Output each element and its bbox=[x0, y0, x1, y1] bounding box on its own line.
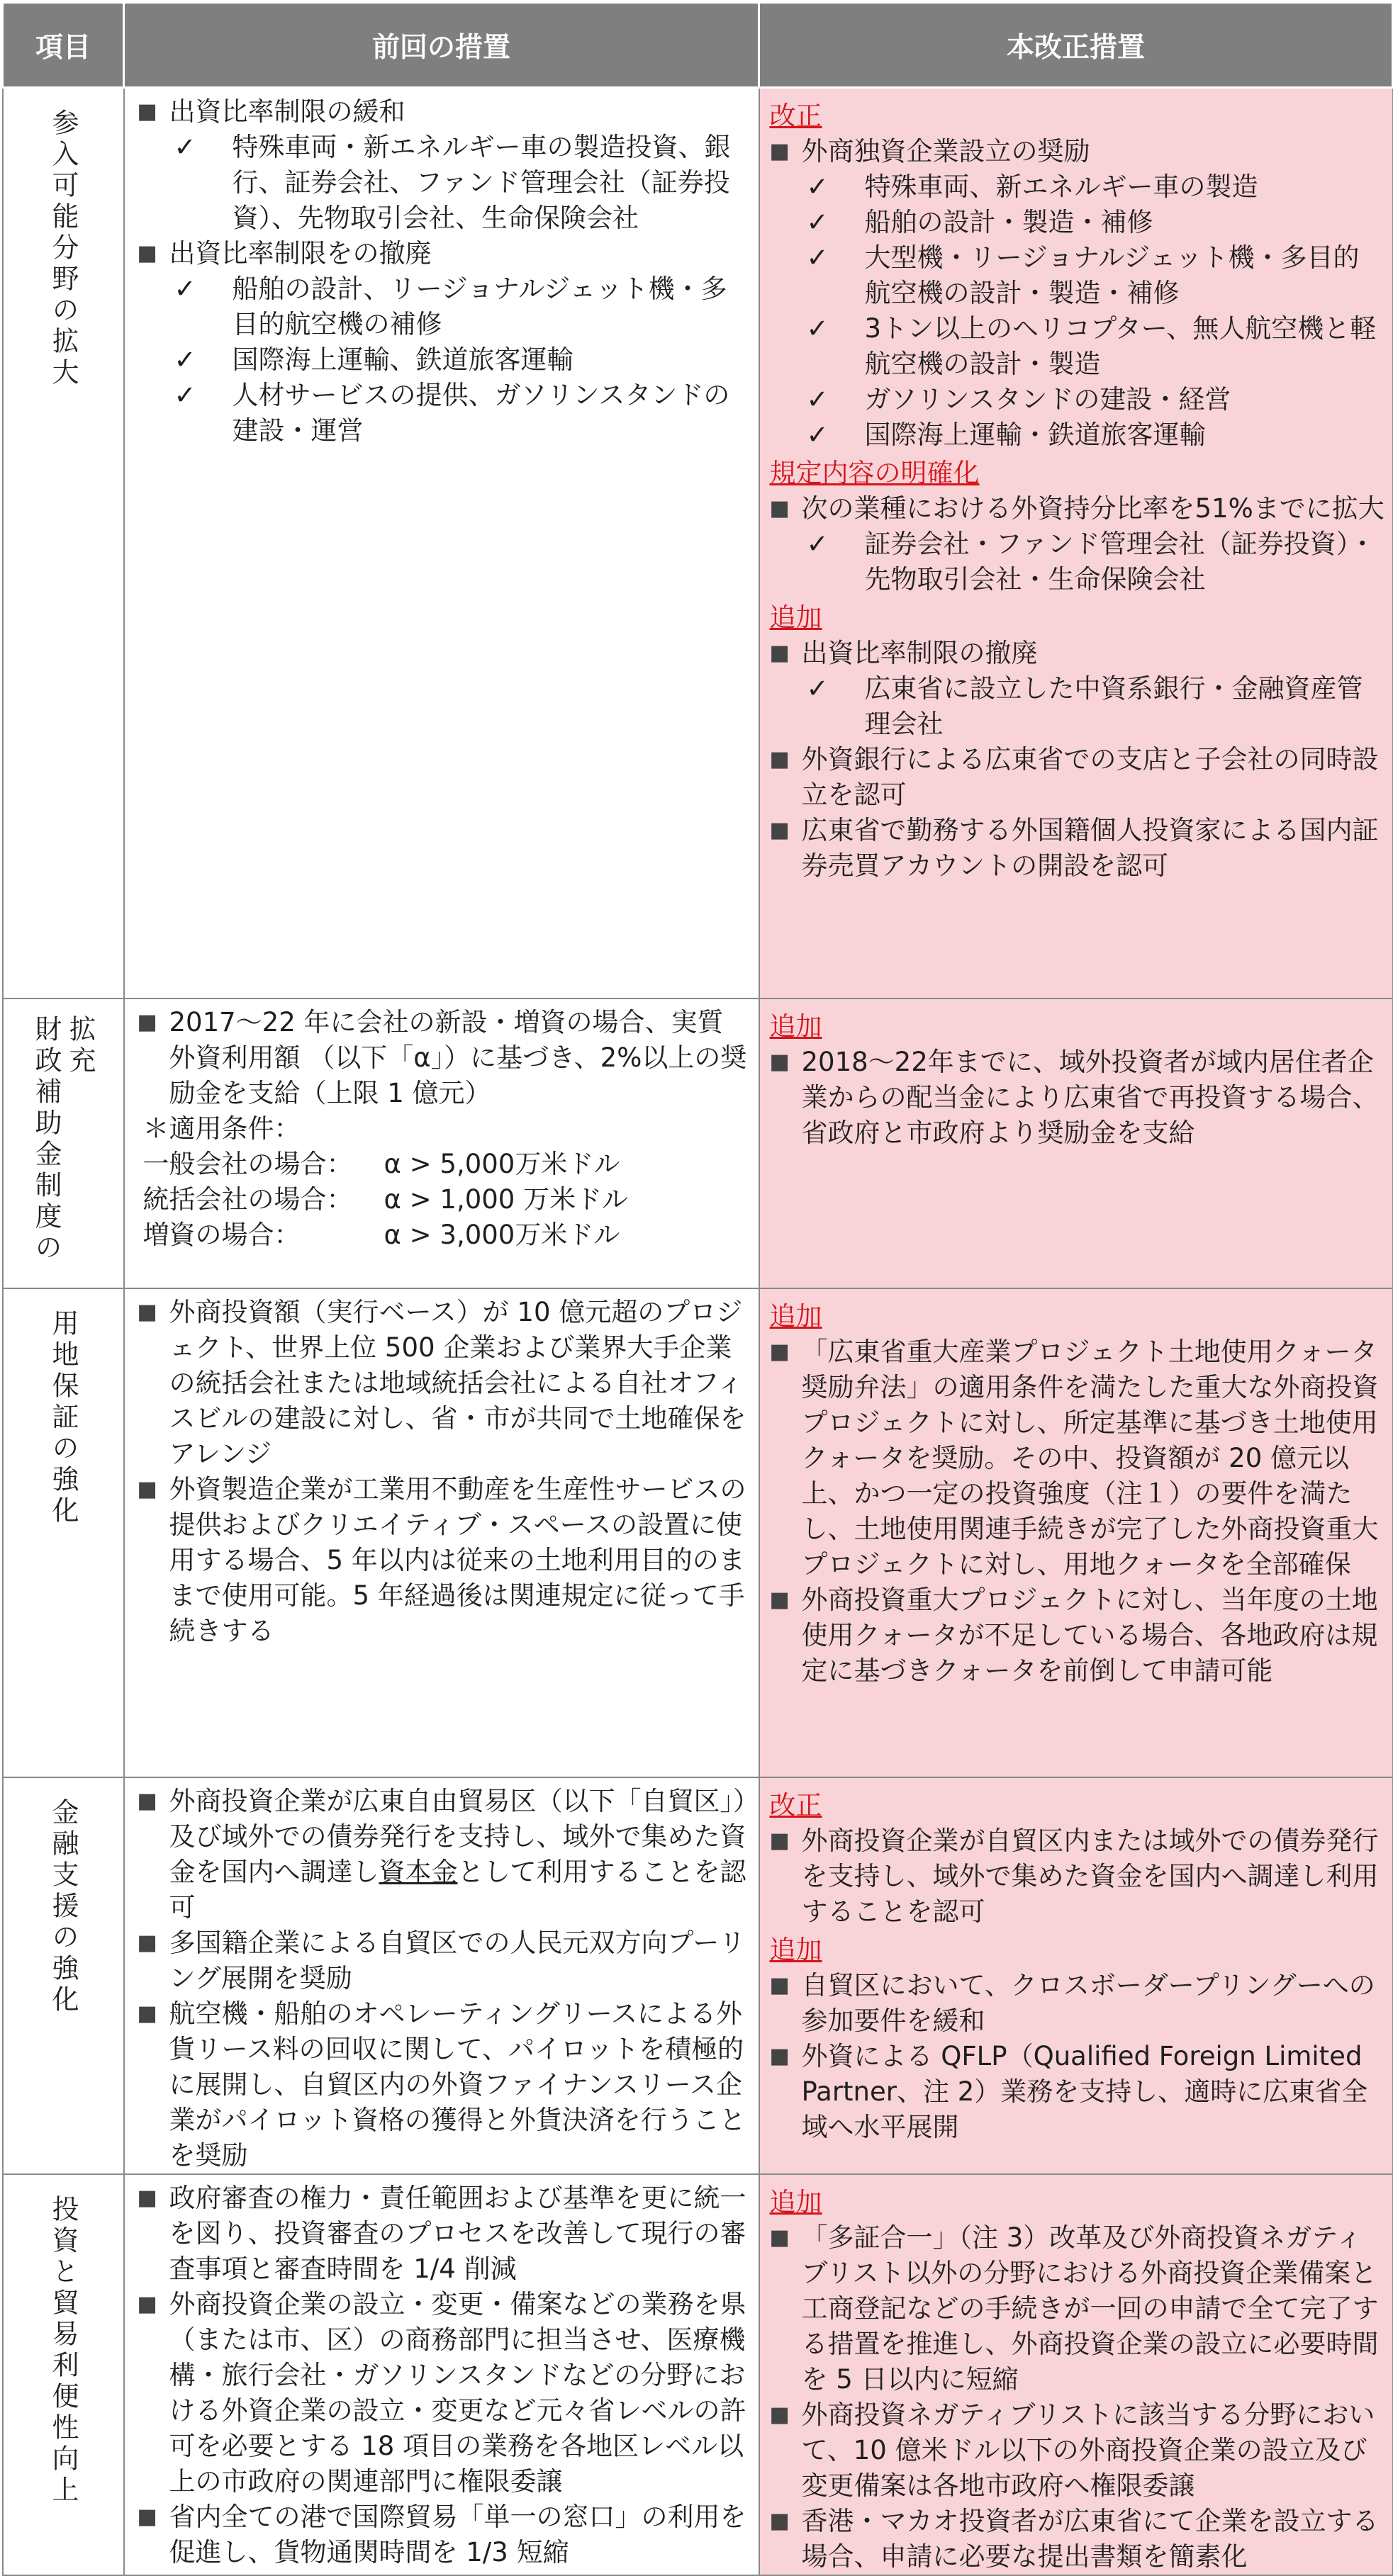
item-text bbox=[169, 2181, 749, 2287]
policy-comparison-table bbox=[1, 1, 1393, 2576]
item-cell bbox=[3, 2174, 124, 2575]
item-label: 参入可能分野の拡大 bbox=[47, 108, 79, 389]
condition-label: 統括会社の場合： bbox=[142, 1183, 353, 1215]
check-item bbox=[770, 417, 1385, 453]
item-text bbox=[169, 2287, 749, 2499]
square-bullet-icon: ■ bbox=[137, 2185, 157, 2210]
item-text bbox=[802, 491, 1385, 527]
note-text: ＊適用条件： bbox=[142, 1113, 301, 1144]
square-bullet-icon: ■ bbox=[137, 99, 157, 124]
item-text-part: 政府審査の権力・責任範囲および基準を更に統一を図り、投資審査のプロセスを改善して現行の審査事項と審査時間を 1/4 削減 bbox=[169, 2182, 746, 2284]
item-text-part: 広東省に設立した中資系銀行・金融資産管理会社 bbox=[864, 673, 1363, 739]
square-bullet-icon: ■ bbox=[137, 1788, 157, 1813]
item-text bbox=[802, 636, 1385, 671]
item-text-part: 次の業種における外資持分比率を51%までに拡大 bbox=[801, 493, 1384, 524]
checkmark-icon: ✓ bbox=[174, 132, 196, 162]
item-text bbox=[233, 271, 749, 342]
item-text-part: 国際海上運輸・鉄道旅客運輸 bbox=[864, 420, 1206, 450]
item-text bbox=[169, 1295, 749, 1472]
table-row bbox=[3, 1777, 1393, 2174]
header-current: 本改正措置 bbox=[759, 3, 1393, 88]
current-measures-cell bbox=[759, 1288, 1393, 1777]
square-bullet-icon: ■ bbox=[769, 2402, 790, 2427]
square-bullet-icon: ■ bbox=[137, 1009, 157, 1035]
table-row bbox=[3, 999, 1393, 1288]
item-text bbox=[802, 134, 1385, 169]
check-item bbox=[138, 130, 749, 236]
check-item bbox=[138, 378, 749, 449]
section-heading: 追加 bbox=[769, 1300, 822, 1332]
square-bullet-icon: ■ bbox=[137, 2504, 157, 2529]
square-bullet-icon: ■ bbox=[137, 2291, 157, 2317]
bullet-item bbox=[770, 2039, 1385, 2145]
check-item bbox=[770, 205, 1385, 240]
checkmark-icon: ✓ bbox=[806, 171, 829, 202]
table-row bbox=[3, 2174, 1393, 2575]
square-bullet-icon: ■ bbox=[769, 496, 790, 521]
item-text bbox=[169, 1996, 749, 2173]
checkmark-icon: ✓ bbox=[806, 529, 829, 559]
item-label: 用地保証の強化 bbox=[47, 1308, 79, 1527]
square-bullet-icon: ■ bbox=[137, 1299, 157, 1324]
item-text bbox=[169, 1784, 749, 1925]
item-text bbox=[169, 236, 749, 271]
item-text-part: 広東省で勤務する外国籍個人投資家による国内証券売買アカウントの開設を認可 bbox=[801, 815, 1379, 881]
item-text bbox=[802, 1582, 1385, 1689]
bullet-item bbox=[138, 1005, 749, 1111]
item-text-part: 外商投資企業の設立・変更・備案などの業務を県（または市、区）の商務部門に担当させ、医療機構・旅行会社・ガソリンスタンドなどの分野における外資企業の設立・変更など元々省レベルの許可を必要とする 18 項目の業務を各地区レベル以上の市政府の関連部門に権限委譲 bbox=[169, 2288, 746, 2497]
square-bullet-icon: ■ bbox=[769, 1972, 790, 1998]
item-text-part: 出資比率制限をの撤廃 bbox=[169, 238, 432, 269]
square-bullet-icon: ■ bbox=[769, 747, 790, 772]
square-bullet-icon: ■ bbox=[769, 139, 790, 164]
item-text bbox=[865, 382, 1385, 417]
previous-measures-cell bbox=[124, 2174, 759, 2575]
item-text bbox=[233, 378, 749, 449]
item-text bbox=[233, 130, 749, 236]
item-text bbox=[233, 342, 749, 378]
section-heading: 規定内容の明確化 bbox=[769, 458, 980, 488]
header-item: 項目 bbox=[3, 3, 124, 88]
section-heading: 追加 bbox=[769, 1934, 822, 1965]
bullet-item bbox=[770, 1334, 1385, 1582]
item-text bbox=[802, 2397, 1385, 2504]
item-cell bbox=[3, 1777, 124, 2174]
condition-line bbox=[138, 1217, 749, 1253]
item-text bbox=[169, 1925, 749, 1996]
bullet-item bbox=[138, 1784, 749, 1925]
bullet-item bbox=[138, 2287, 749, 2499]
condition-label: 一般会社の場合： bbox=[142, 1148, 353, 1179]
bullet-item bbox=[770, 1823, 1385, 1930]
item-text bbox=[865, 240, 1385, 311]
square-bullet-icon: ■ bbox=[137, 2001, 157, 2026]
item-text bbox=[169, 2499, 749, 2570]
checkmark-icon: ✓ bbox=[806, 313, 829, 344]
previous-measures-cell bbox=[124, 999, 759, 1288]
item-text bbox=[865, 417, 1385, 453]
square-bullet-icon: ■ bbox=[769, 1828, 790, 1853]
item-text-part: 外商投資重大プロジェクトに対し、当年度の土地使用クォータが不足している場合、各地政府は規定に基づきクォータを前倒して申請可能 bbox=[801, 1584, 1378, 1686]
item-text-part: ガソリンスタンドの建設・経営 bbox=[864, 384, 1231, 415]
bullet-item bbox=[770, 2220, 1385, 2397]
bullet-item bbox=[770, 1045, 1385, 1151]
bullet-item bbox=[138, 2181, 749, 2287]
square-bullet-icon: ■ bbox=[769, 641, 790, 665]
item-text-part: 自貿区において、クロスボーダープリングーへの参加要件を緩和 bbox=[801, 1969, 1375, 2036]
item-text bbox=[802, 742, 1385, 813]
item-label-sub: 拡充 bbox=[65, 1014, 96, 1077]
checkmark-icon: ✓ bbox=[174, 274, 196, 304]
current-measures-cell bbox=[759, 1777, 1393, 2174]
item-text-part: 人材サービスの提供、ガソリンスタンドの建設・運営 bbox=[232, 380, 730, 446]
previous-measures-cell bbox=[124, 1777, 759, 2174]
condition-line bbox=[138, 1182, 749, 1217]
item-text-part: 外資による QFLP（Qualified Foreign Limited Partner、注 2）業務を支持し、適時に広東省全域へ水平展開 bbox=[801, 2040, 1368, 2142]
square-bullet-icon: ■ bbox=[137, 1476, 157, 1502]
item-text-part: 船舶の設計、リージョナルジェット機・多目的航空機の補修 bbox=[232, 274, 727, 339]
item-text-part: 出資比率制限の撤廃 bbox=[801, 638, 1038, 668]
square-bullet-icon: ■ bbox=[769, 1049, 790, 1074]
check-item bbox=[770, 671, 1385, 742]
bullet-item bbox=[770, 1968, 1385, 2039]
item-label: 財政補助金制度の bbox=[30, 1014, 62, 1264]
item-text bbox=[802, 2504, 1385, 2575]
current-measures-cell bbox=[759, 2174, 1393, 2575]
checkmark-icon: ✓ bbox=[174, 380, 196, 410]
item-text-part: 大型機・リージョナルジェット機・多目的航空機の設計・製造・補修 bbox=[864, 242, 1360, 308]
item-text-part: 外商投資ネガティブリストに該当する分野において、10 億米ドル以下の外商投資企業の設立及び変更備案は各地市政府へ権限委譲 bbox=[801, 2399, 1375, 2501]
table-row bbox=[3, 1288, 1393, 1777]
item-text-part: 3トン以上のヘリコプター、無人航空機と軽航空機の設計・製造 bbox=[864, 313, 1377, 379]
check-item bbox=[770, 527, 1385, 597]
item-text-part: 「広東省重大産業プロジェクト土地使用クォータ奨励弁法」の適用条件を満たした重大な外商投資プロジェクトに対し、所定基準に基づき土地使用クォータを奨励。その中、投資額が 20 億元以上、かつ一定の投資強度（注１）の要件を満たし、土地使用関連手続きが完了した外商投資重大プロジェクトに対し、用地クォータを全部確保 bbox=[801, 1336, 1379, 1580]
bullet-item bbox=[770, 1582, 1385, 1689]
item-text bbox=[169, 1005, 749, 1111]
check-item bbox=[770, 240, 1385, 311]
condition-line bbox=[138, 1147, 749, 1182]
item-text-part: 航空機・船舶のオペレーティングリースによる外貨リース料の回収に関して、パイロットを積極的に展開し、自貿区内の外資ファイナンスリース企業がパイロット資格の獲得と外貨決済を行うことを奨励 bbox=[169, 1998, 746, 2171]
check-item bbox=[770, 382, 1385, 417]
item-text bbox=[865, 205, 1385, 240]
item-cell bbox=[3, 1288, 124, 1777]
bullet-item bbox=[138, 1996, 749, 2173]
item-text bbox=[865, 169, 1385, 205]
item-text-part: 2018～22年までに、域外投資者が域内居住者企業からの配当金により広東省で再投資する場合、省政府と市政府より奨励金を支給 bbox=[801, 1046, 1379, 1148]
bullet-item bbox=[770, 2397, 1385, 2504]
condition-value: α > 5,000万米ドル bbox=[384, 1148, 620, 1179]
item-text-part: 多国籍企業による自貿区での人民元双方向プーリング展開を奨励 bbox=[169, 1927, 746, 1993]
item-text-part: 外資製造企業が工業用不動産を生産性サービスの提供およびクリエイティブ・スペースの設置に使用する場合、5 年以内は従来の土地利用目的のままで使用可能。5 年経過後は関連規定に従って手続きする bbox=[169, 1473, 746, 1646]
bullet-item bbox=[770, 742, 1385, 813]
item-text-part: 外商独資企業設立の奨励 bbox=[801, 136, 1090, 167]
checkmark-icon: ✓ bbox=[806, 207, 829, 237]
bullet-item bbox=[138, 236, 749, 271]
item-text bbox=[802, 1823, 1385, 1930]
current-measures-cell bbox=[759, 999, 1393, 1288]
header-row bbox=[3, 3, 1393, 88]
bullet-item bbox=[770, 2504, 1385, 2575]
item-text-part: 「多証合一」（注 3）改革及び外商投資ネガティブリスト以外の分野における外商投資企業備案と工商登記などの手続きが一回の申請で全て完了する措置を推進し、外商投資企業の設立に必要時間を 5 日以内に短縮 bbox=[801, 2222, 1379, 2395]
item-text-part: 船舶の設計・製造・補修 bbox=[864, 207, 1153, 237]
square-bullet-icon: ■ bbox=[769, 818, 790, 843]
item-text bbox=[802, 2220, 1385, 2397]
section-heading: 追加 bbox=[769, 602, 822, 633]
item-text-part: として利用することを認可 bbox=[169, 1856, 746, 1923]
section-heading: 改正 bbox=[769, 1789, 822, 1821]
item-text-part: 特殊車両・新エネルギー車の製造投資、銀行、証券会社、ファンド管理会社（証券投資）、先物取引会社、生命保険会社 bbox=[232, 132, 731, 233]
check-item bbox=[138, 342, 749, 378]
item-text-part: 省内全ての港で国際貿易「単一の窓口」の利用を促進し、貨物通関時間を 1/3 短縮 bbox=[169, 2501, 746, 2567]
check-item bbox=[770, 169, 1385, 205]
bullet-item bbox=[138, 1295, 749, 1472]
bullet-item bbox=[770, 636, 1385, 671]
section-heading: 追加 bbox=[769, 1011, 822, 1042]
item-text-part: 外資銀行による広東省での支店と子会社の同時設立を認可 bbox=[801, 744, 1379, 810]
square-bullet-icon: ■ bbox=[769, 2508, 790, 2533]
check-item bbox=[138, 271, 749, 342]
item-text bbox=[802, 813, 1385, 884]
bullet-item bbox=[770, 134, 1385, 169]
table-row bbox=[3, 88, 1393, 999]
item-text bbox=[169, 1472, 749, 1649]
item-text bbox=[802, 2039, 1385, 2145]
square-bullet-icon: ■ bbox=[137, 1930, 157, 1955]
square-bullet-icon: ■ bbox=[769, 2043, 790, 2069]
previous-measures-cell bbox=[124, 1288, 759, 1777]
item-text-part: 証券会社・ファンド管理会社（証券投資）・先物取引会社・生命保険会社 bbox=[864, 529, 1376, 595]
item-text bbox=[865, 311, 1385, 382]
section-heading: 改正 bbox=[769, 101, 822, 131]
square-bullet-icon: ■ bbox=[769, 2225, 790, 2250]
checkmark-icon: ✓ bbox=[806, 384, 829, 415]
bullet-item bbox=[770, 491, 1385, 527]
bullet-item bbox=[138, 2499, 749, 2570]
item-text-part: 国際海上運輸、鉄道旅客運輸 bbox=[232, 344, 574, 375]
item-label: 金融支援の強化 bbox=[47, 1797, 79, 2016]
item-text-part: 外商投資企業が自貿区内または域外での債券発行を支持し、域外で集めた資金を国内へ調達し利用することを認可 bbox=[801, 1825, 1379, 1927]
item-text-part: 出資比率制限の緩和 bbox=[169, 96, 405, 127]
square-bullet-icon: ■ bbox=[137, 241, 157, 266]
square-bullet-icon: ■ bbox=[769, 1587, 790, 1612]
item-text bbox=[802, 1968, 1385, 2039]
condition-label: 増資の場合： bbox=[142, 1219, 301, 1250]
check-item bbox=[770, 311, 1385, 382]
item-cell bbox=[3, 88, 124, 999]
underlined-text: 資本金 bbox=[379, 1856, 458, 1887]
bullet-item bbox=[770, 813, 1385, 884]
checkmark-icon: ✓ bbox=[174, 344, 196, 375]
bullet-item bbox=[138, 94, 749, 130]
condition-value: α > 1,000 万米ドル bbox=[384, 1183, 629, 1215]
checkmark-icon: ✓ bbox=[806, 673, 829, 704]
item-cell bbox=[3, 999, 124, 1288]
item-text bbox=[169, 94, 749, 130]
bullet-item bbox=[138, 1925, 749, 1996]
square-bullet-icon: ■ bbox=[769, 1339, 790, 1364]
header-previous: 前回の措置 bbox=[124, 3, 759, 88]
item-text-part: 外商投資額（実行ベース）が 10 億元超のプロジェクト、世界上位 500 企業および業界大手企業の統括会社または地域統括会社による自社オフィスビルの建設に対し、省・市が共同で土地確保をアレンジ bbox=[169, 1296, 746, 1469]
item-text-part: 外商投資企業が広東自由貿易区（以下「自貿区」）及び域外での債券発行を支持し、域外で集めた資金を国内へ調達し bbox=[169, 1785, 746, 1887]
section-heading: 追加 bbox=[769, 2186, 822, 2217]
item-label: 投資と貿易利便性向上 bbox=[47, 2194, 79, 2507]
item-text-part: 特殊車両、新エネルギー車の製造 bbox=[864, 171, 1258, 202]
item-text bbox=[865, 671, 1385, 742]
previous-measures-cell bbox=[124, 88, 759, 999]
item-text-part: 香港・マカオ投資者が広東省にて企業を設立する場合、申請に必要な提出書類を簡素化 bbox=[801, 2505, 1379, 2572]
checkmark-icon: ✓ bbox=[806, 242, 829, 273]
item-text bbox=[802, 1045, 1385, 1151]
item-text bbox=[802, 1334, 1385, 1582]
current-measures-cell bbox=[759, 88, 1393, 999]
checkmark-icon: ✓ bbox=[806, 420, 829, 450]
item-text-part: 2017～22 年に会社の新設・増資の場合、実質外資利用額 （以下「α」）に基づき、2%以上の奨励金を支給（上限 1 億元） bbox=[169, 1006, 747, 1108]
item-text bbox=[865, 527, 1385, 597]
bullet-item bbox=[138, 1472, 749, 1649]
condition-value: α > 3,000万米ドル bbox=[384, 1219, 620, 1250]
